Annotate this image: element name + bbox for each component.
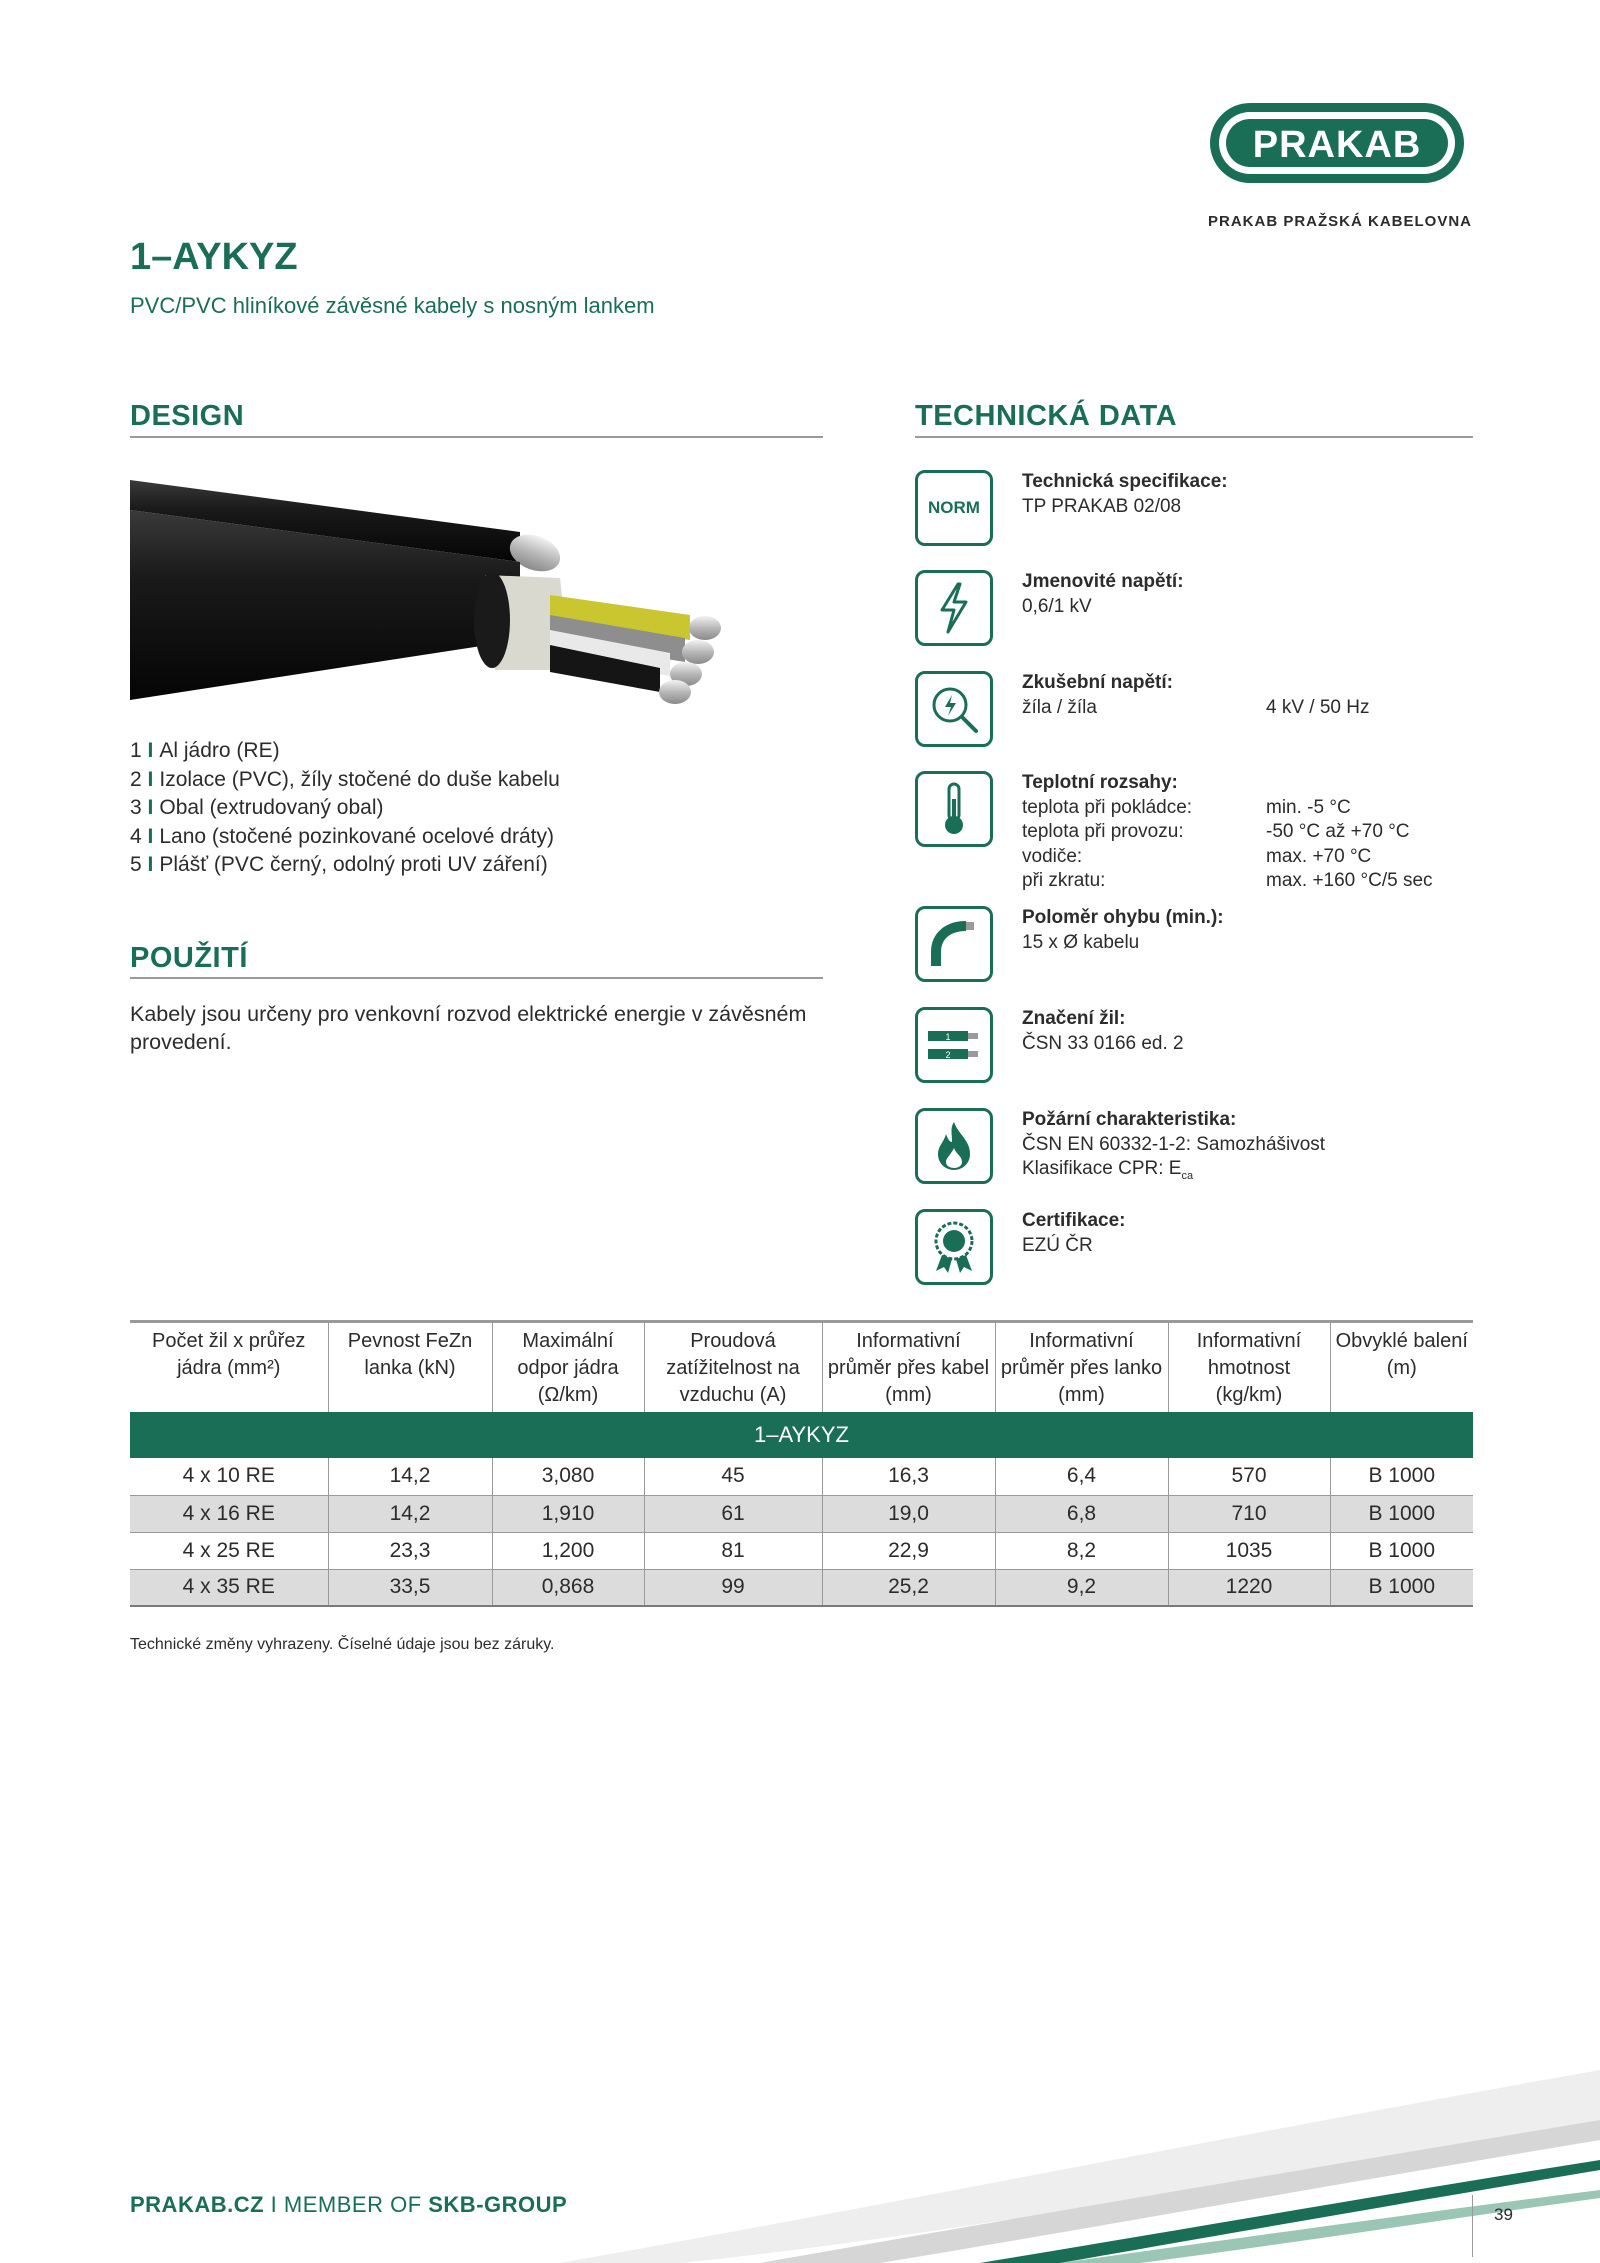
spec-table (130, 1320, 1473, 1607)
cert-label: Certifikace: (1022, 1210, 1126, 1231)
table-header: Informativní průměr přes lanko (mm) (995, 1322, 1168, 1413)
table-cell: 1035 (1168, 1532, 1330, 1569)
design-heading: DESIGN (130, 400, 245, 432)
table-cell: B 1000 (1330, 1569, 1473, 1606)
tech-rule (915, 436, 1473, 438)
spec-value: TP PRAKAB 02/08 (1022, 495, 1182, 517)
certificate-icon (915, 1209, 993, 1285)
table-cell: 1220 (1168, 1569, 1330, 1606)
table-cell: 1,910 (492, 1495, 644, 1532)
marking-value: ČSN 33 0166 ed. 2 (1022, 1032, 1184, 1054)
table-header: Počet žil x průřez jádra (mm²) (130, 1322, 328, 1413)
cable-image (130, 470, 820, 720)
table-header: Informativní hmotnost (kg/km) (1168, 1322, 1330, 1413)
table-row (130, 1458, 1473, 1495)
table-header: Informativní průměr přes kabel (mm) (822, 1322, 995, 1413)
footer-member: MEMBER OF (283, 2192, 429, 2217)
bend-label: Poloměr ohybu (min.): (1022, 907, 1224, 928)
usage-rule (130, 977, 823, 979)
test-label: Zkušební napětí: (1022, 672, 1173, 693)
product-subtitle: PVC/PVC hliníkové závěsné kabely s nosným lankem (130, 293, 655, 318)
product-title: 1–AYKYZ (130, 236, 298, 278)
fire-value-2-sub: ca (1181, 1169, 1194, 1182)
page-number: 39 (1494, 2205, 1513, 2224)
design-list (130, 737, 560, 880)
table-cell: 3,080 (492, 1458, 644, 1495)
flame-icon (915, 1108, 993, 1184)
temp-value: max. +70 °C (1266, 845, 1372, 867)
design-item: 1 I Al jádro (RE) (130, 739, 280, 762)
table-header: Proudová zatížitelnost na vzduchu (A) (644, 1322, 822, 1413)
company-name: PRAKAB PRAŽSKÁ KABELOVNA (1207, 213, 1472, 230)
table-cell: 4 x 35 RE (130, 1569, 328, 1606)
table-cell: 16,3 (822, 1458, 995, 1495)
footer-group: SKB-GROUP (428, 2192, 568, 2217)
fire-value-1: ČSN EN 60332-1-2: Samozhášivost (1022, 1133, 1326, 1155)
table-cell: 19,0 (822, 1495, 995, 1532)
table-cell: 25,2 (822, 1569, 995, 1606)
temp-label: Teplotní rozsahy: (1022, 772, 1178, 793)
table-cell: 14,2 (328, 1495, 492, 1532)
table-cell: B 1000 (1330, 1458, 1473, 1495)
temp-key: vodiče: (1022, 845, 1083, 867)
table-cell: 4 x 16 RE (130, 1495, 328, 1532)
voltage-value: 0,6/1 kV (1022, 595, 1092, 617)
core-marking-icon (915, 1007, 993, 1083)
thermometer-icon (915, 771, 993, 847)
design-item: 3 I Obal (extrudovaný obal) (130, 796, 384, 819)
table-cell: 1,200 (492, 1532, 644, 1569)
voltage-label: Jmenovité napětí: (1022, 571, 1184, 592)
table-header-row (130, 1322, 1473, 1413)
table-cell: 6,4 (995, 1458, 1168, 1495)
tech-heading: TECHNICKÁ DATA (915, 400, 1178, 432)
footer-brand (130, 2192, 567, 2218)
table-row (130, 1532, 1473, 1569)
table-group-row (130, 1412, 1473, 1458)
table-cell: 6,8 (995, 1495, 1168, 1532)
table-header: Pevnost FeZn lanka (kN) (328, 1322, 492, 1413)
usage-text: Kabely jsou určeny pro venkovní rozvod elektrické energie v závěsném provedení. (130, 1002, 807, 1054)
design-item: 2 I Izolace (PVC), žíly stočené do duše kabelu (130, 767, 560, 791)
usage-heading: POUŽITÍ (130, 942, 248, 974)
table-header: Obvyklé balení (m) (1330, 1322, 1473, 1413)
table-cell: 23,3 (328, 1532, 492, 1569)
table-cell: B 1000 (1330, 1532, 1473, 1569)
spec-label: Technická specifikace: (1022, 471, 1228, 492)
temp-key: teplota při provozu: (1022, 821, 1184, 842)
table-cell: 9,2 (995, 1569, 1168, 1606)
table-row (130, 1495, 1473, 1532)
norm-icon: NORM (915, 470, 993, 546)
footer-divider (1472, 2195, 1473, 2257)
table-cell: 0,868 (492, 1569, 644, 1606)
test-value: 4 kV / 50 Hz (1266, 696, 1370, 718)
table-cell: 710 (1168, 1495, 1330, 1532)
decorative-swoosh (560, 2010, 1600, 2263)
temp-key: teplota při pokládce: (1022, 796, 1193, 818)
svg-text:2: 2 (945, 1050, 951, 1060)
table-cell: 45 (644, 1458, 822, 1495)
table-cell: 61 (644, 1495, 822, 1532)
table-cell: B 1000 (1330, 1495, 1473, 1532)
bend-radius-icon (915, 906, 993, 982)
table-header: Maximální odpor jádra (Ω/km) (492, 1322, 644, 1413)
fire-label: Požární charakteristika: (1022, 1109, 1237, 1130)
temp-value: min. -5 °C (1266, 796, 1351, 818)
table-cell: 4 x 25 RE (130, 1532, 328, 1569)
table-cell: 33,5 (328, 1569, 492, 1606)
temp-key: při zkratu: (1022, 870, 1106, 891)
svg-text:1: 1 (945, 1032, 951, 1042)
table-cell: 8,2 (995, 1532, 1168, 1569)
table-cell: 4 x 10 RE (130, 1458, 328, 1495)
disclaimer-note: Technické změny vyhrazeny. Číselné údaje jsou bez záruky. (130, 1636, 555, 1653)
test-voltage-icon (915, 671, 993, 747)
cert-value: EZÚ ČR (1022, 1234, 1093, 1256)
table-cell: 14,2 (328, 1458, 492, 1495)
footer-site: PRAKAB.CZ (130, 2192, 265, 2217)
fire-value-2: Klasifikace CPR: E (1022, 1158, 1182, 1179)
svg-text:PRAKAB: PRAKAB (1252, 124, 1422, 166)
design-item: 4 I Lano (stočené pozinkované ocelové dráty) (130, 824, 554, 848)
table-cell: 22,9 (822, 1532, 995, 1569)
temp-value: max. +160 °C/5 sec (1266, 870, 1433, 891)
bend-value: 15 x Ø kabelu (1022, 931, 1140, 953)
lightning-icon (915, 570, 993, 646)
table-cell: 99 (644, 1569, 822, 1606)
table-row (130, 1569, 1473, 1606)
test-key: žíla / žíla (1022, 696, 1097, 718)
marking-label: Značení žil: (1022, 1008, 1126, 1029)
design-rule (130, 436, 823, 438)
table-cell: 570 (1168, 1458, 1330, 1495)
temp-value: -50 °C až +70 °C (1266, 821, 1410, 842)
table-group-label: 1–AYKYZ (130, 1412, 1473, 1458)
footer-sep: I (264, 2192, 284, 2217)
design-item: 5 I Plášť (PVC černý, odolný proti UV záření) (130, 853, 548, 876)
table-cell: 81 (644, 1532, 822, 1569)
prakab-logo (1207, 100, 1467, 186)
